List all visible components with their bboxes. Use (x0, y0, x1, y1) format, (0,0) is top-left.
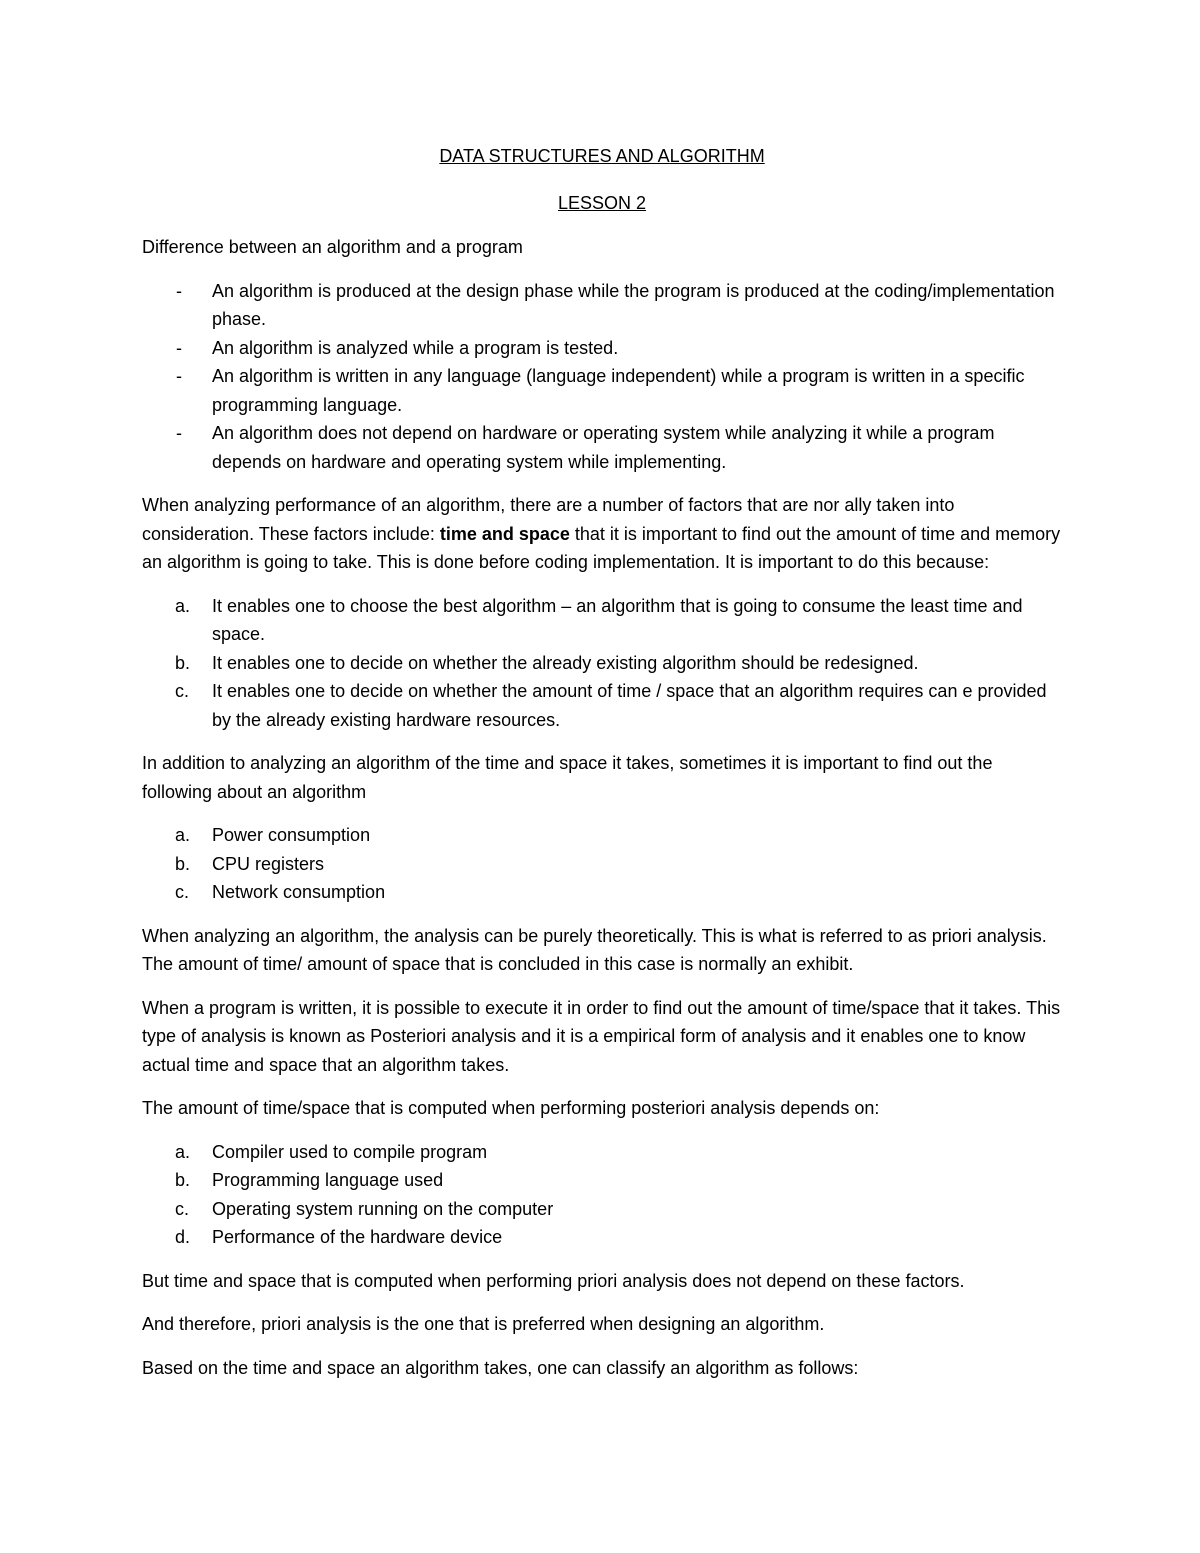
paragraph-posteriori-depends: The amount of time/space that is computed when performing posteriori analysis depends on: (142, 1098, 880, 1118)
paragraph-priori-independent: But time and space that is computed when performing priori analysis does not depend on these factors. (142, 1270, 965, 1291)
paragraph-additional-analysis: In addition to analyzing an algorithm of the time and space it takes, sometimes it is important to find out the following about an algorithm (142, 753, 993, 802)
list-item (142, 1138, 1062, 1167)
paragraph-priori-preferred: And therefore, priori analysis is the one that is preferred when designing an algorithm. (142, 1314, 825, 1334)
list-item-text: An algorithm does not depend on hardware or operating system while analyzing it while a program depends on hardware and operating system while implementing. (212, 423, 995, 472)
paragraph-differences-intro: Difference between an algorithm and a program (142, 237, 523, 257)
list-item (142, 677, 1062, 734)
list-item-text: An algorithm is written in any language (language independent) while a program is written in a specific programming language. (212, 366, 1025, 415)
list-marker: c. (175, 681, 190, 701)
list-marker: b. (175, 853, 191, 874)
paragraph-text: that it is important to find out the amount of time and memory an algorithm is going to take. This is done before coding implementation. It is important to do this because: (142, 523, 1061, 572)
list-item (142, 1166, 1062, 1195)
list-marker: a. (175, 595, 191, 616)
list-item-text: Performance of the hardware device (212, 1227, 503, 1247)
paragraph-classification-intro: Based on the time and space an algorithm takes, one can classify an algorithm as follows: (142, 1357, 859, 1378)
paragraph-posteriori: When a program is written, it is possible to execute it in order to find out the amount of time/space that it takes. This type of analysis is known as Posteriori analysis and it is a empirical form of analysis and it enables one to know actual time and space that an algorithm takes. (142, 997, 1061, 1075)
list-item-text: Programming language used (212, 1170, 444, 1190)
differences-list (142, 277, 1062, 477)
list-item-text: It enables one to choose the best algorithm – an algorithm that is going to consume the least time and space. (212, 595, 1023, 644)
list-marker: b. (175, 652, 191, 673)
list-item (142, 1195, 1062, 1224)
list-item (142, 277, 1062, 334)
list-item-text: CPU registers (212, 853, 325, 874)
list-item (142, 649, 1062, 678)
list-item-text: Operating system running on the computer (212, 1198, 554, 1219)
document-page (142, 142, 1062, 1397)
list-marker: d. (175, 1227, 191, 1247)
list-item (142, 878, 1062, 907)
list-item (142, 334, 1062, 363)
extras-list (142, 821, 1062, 907)
list-marker: c. (175, 1198, 190, 1219)
list-item-text: Power consumption (212, 825, 371, 845)
list-item-text: It enables one to decide on whether the already existing algorithm should be redesigned. (212, 652, 919, 673)
document-title: DATA STRUCTURES AND ALGORITHM (439, 146, 765, 166)
factors-list (142, 1138, 1062, 1252)
paragraph-priori: When analyzing an algorithm, the analysis can be purely theoretically. This is what is referred to as priori analysis. The amount of time/ amount of space that is concluded in this case is normally an exhibit. (142, 925, 1047, 974)
bold-phrase: time and space (439, 523, 570, 544)
lesson-heading: LESSON 2 (557, 192, 647, 213)
list-item (142, 821, 1062, 850)
dash-marker: - (176, 280, 182, 301)
list-item-text: Network consumption (212, 882, 386, 902)
list-marker: c. (175, 882, 190, 902)
list-item-text: An algorithm is produced at the design phase while the program is produced at the coding/implementation phase. (212, 280, 1055, 329)
list-item (142, 1223, 1062, 1252)
list-item-text: Compiler used to compile program (212, 1141, 488, 1162)
list-item (142, 419, 1062, 476)
paragraph-performance (142, 491, 1062, 577)
list-item (142, 592, 1062, 649)
list-item (142, 362, 1062, 419)
reasons-list (142, 592, 1062, 735)
dash-marker: - (176, 423, 182, 443)
list-marker: b. (175, 1170, 191, 1190)
list-marker: a. (175, 1141, 191, 1162)
list-item-text: It enables one to decide on whether the amount of time / space that an algorithm requires can e provided by the already existing hardware resources. (212, 681, 1047, 730)
paragraph-text: When analyzing performance of an algorithm, there are a number of factors that are nor ally taken into consideration. These factors include: (142, 495, 955, 544)
dash-marker: - (176, 366, 182, 386)
list-item-text: An algorithm is analyzed while a program is tested. (212, 337, 619, 358)
list-item (142, 850, 1062, 879)
list-marker: a. (175, 825, 191, 845)
dash-marker: - (176, 337, 182, 358)
